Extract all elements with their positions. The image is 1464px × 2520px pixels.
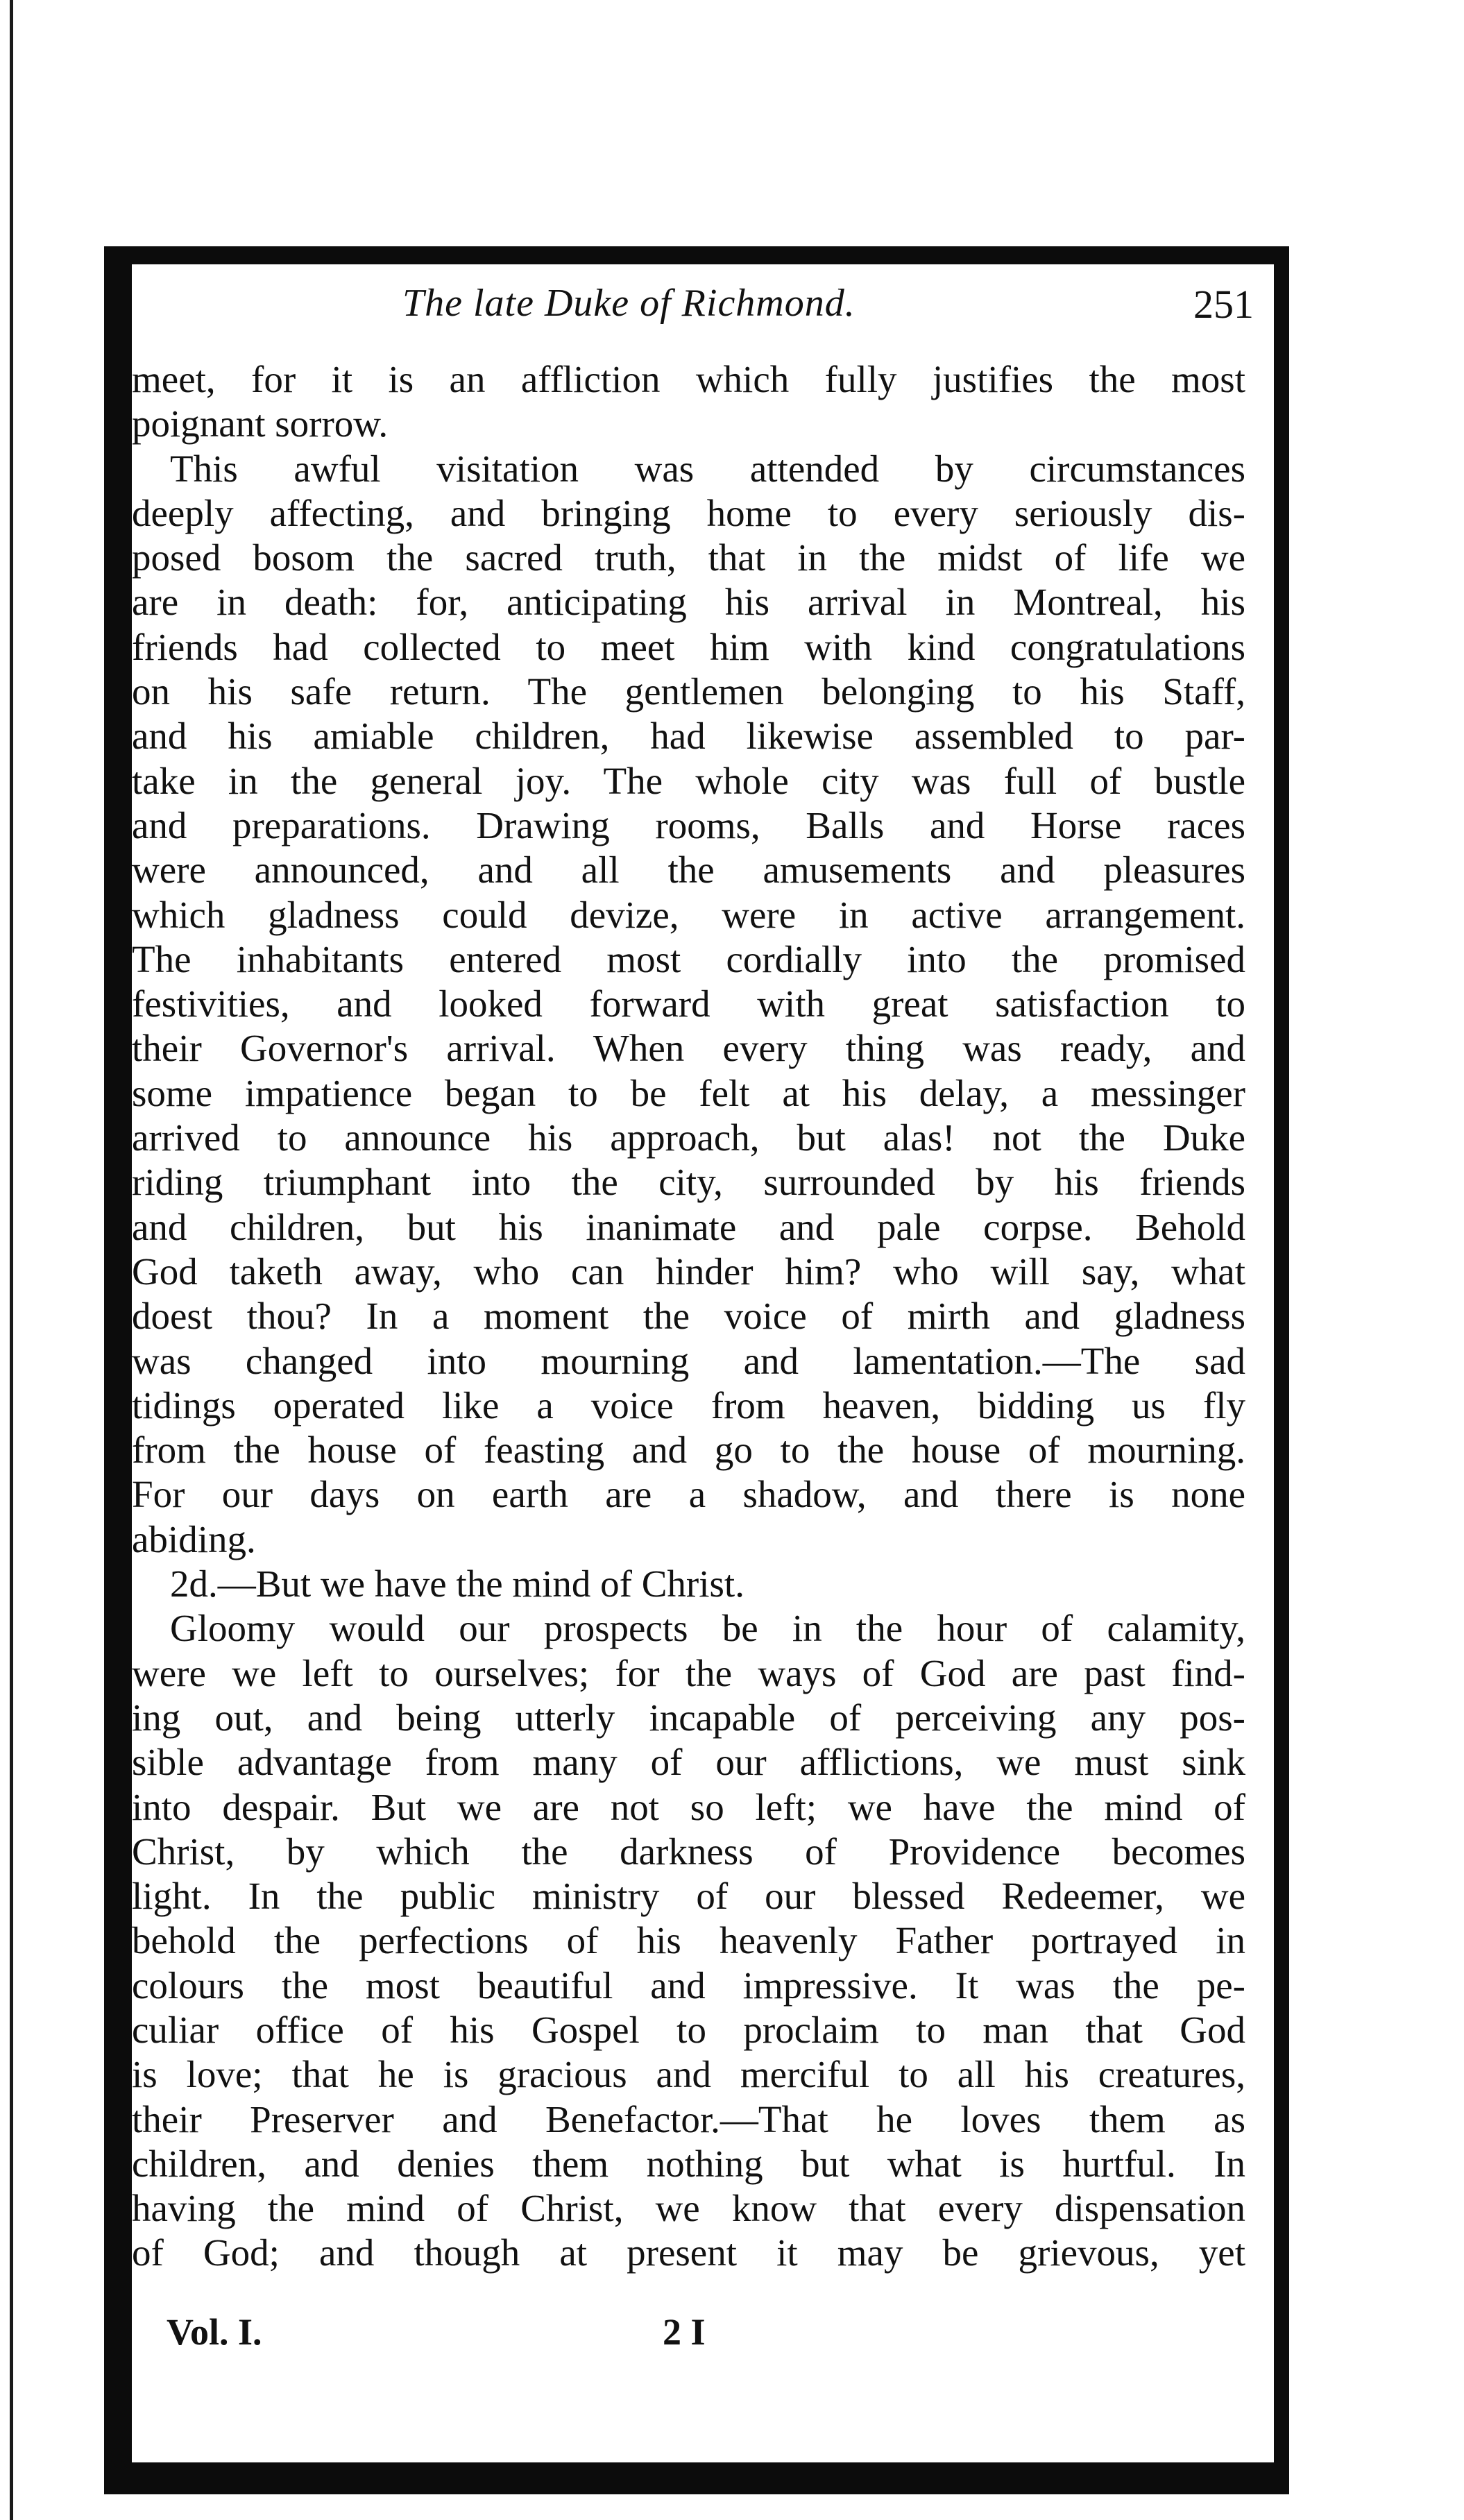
text-line: is love; that he is gracious and merciful to all his creatures, <box>132 2053 1245 2096</box>
text-line: children, and denies them nothing but what is hurtful. In <box>132 2142 1245 2185</box>
text-line: sible advantage from many of our afflictions, we must sink <box>132 1741 1245 1784</box>
text-line: Gloomy would our prospects be in the hour of calamity, <box>170 1607 1245 1650</box>
text-line: some impatience began to be felt at his delay, a messinger <box>132 1071 1245 1114</box>
text-line: which gladness could devize, were in active arrangement. <box>132 893 1245 936</box>
text-line: of God; and though at present it may be grievous, yet <box>132 2231 1245 2274</box>
text-line: Christ, by which the darkness of Providence becomes <box>132 1830 1245 1873</box>
text-line: festivities, and looked forward with great satisfaction to <box>132 982 1245 1025</box>
text-line: poignant sorrow. <box>132 402 389 445</box>
text-line: 2d.—But we have the mind of Christ. <box>170 1563 744 1606</box>
text-line: were we left to ourselves; for the ways of God are past find- <box>132 1651 1245 1694</box>
text-line: posed bosom the sacred truth, that in the midst of life we <box>132 536 1245 579</box>
text-line: tidings operated like a voice from heaven, bidding us fly <box>132 1384 1245 1427</box>
page-number: 251 <box>1193 282 1254 327</box>
text-line: colours the most beautiful and impressive. It was the pe- <box>132 1964 1245 2007</box>
text-line: take in the general joy. The whole city was full of bustle <box>132 759 1245 802</box>
text-line: riding triumphant into the city, surrounded by his friends <box>132 1161 1245 1204</box>
text-line: were announced, and all the amusements and pleasures <box>132 849 1245 892</box>
text-line: This awful visitation was attended by circumstances <box>170 447 1245 490</box>
running-title: The late Duke of Richmond. <box>402 282 856 325</box>
text-line: deeply affecting, and bringing home to every seriously dis- <box>132 491 1245 534</box>
text-line: ing out, and being utterly incapable of perceiving any pos- <box>132 1696 1245 1739</box>
text-line: their Preserver and Benefactor.—That he loves them as <box>132 2097 1245 2140</box>
text-line: arrived to announce his approach, but alas! not the Duke <box>132 1116 1245 1159</box>
text-line: doest thou? In a moment the voice of mirth and gladness <box>132 1295 1245 1338</box>
text-line: The inhabitants entered most cordially into the promised <box>132 937 1245 980</box>
text-line: and preparations. Drawing rooms, Balls and Horse races <box>132 803 1245 846</box>
volume-label: Vol. I. <box>167 2311 262 2353</box>
text-line: and children, but his inanimate and pale corpse. Behold <box>132 1205 1245 1248</box>
printer-signature: 2 I <box>663 2311 706 2353</box>
text-line: was changed into mourning and lamentation.—The sad <box>132 1339 1245 1382</box>
body-text <box>132 357 1245 2276</box>
text-line: and his amiable children, had likewise assembled to par- <box>132 715 1245 758</box>
text-line: meet, for it is an affliction which fully justifies the most <box>132 358 1245 400</box>
text-line: on his safe return. The gentlemen belonging to his Staff, <box>132 670 1245 713</box>
text-line: culiar office of his Gospel to proclaim to man that God <box>132 2008 1245 2051</box>
text-line: friends had collected to meet him with kind congratulations <box>132 625 1245 668</box>
text-line: For our days on earth are a shadow, and there is none <box>132 1473 1245 1516</box>
text-line: are in death: for, anticipating his arrival in Montreal, his <box>132 581 1245 624</box>
text-line: abiding. <box>132 1517 256 1560</box>
text-line: God taketh away, who can hinder him? who will say, what <box>132 1250 1245 1293</box>
text-line: their Governor's arrival. When every thing was ready, and <box>132 1027 1245 1070</box>
text-line: into despair. But we are not so left; we have the mind of <box>132 1785 1245 1828</box>
text-line: behold the perfections of his heavenly Father portrayed in <box>132 1919 1245 1962</box>
text-line: having the mind of Christ, we know that every dispensation <box>132 2187 1245 2230</box>
text-line: light. In the public ministry of our blessed Redeemer, we <box>132 1875 1245 1918</box>
page-edge-rule <box>10 0 13 2520</box>
text-line: from the house of feasting and go to the house of mourning. <box>132 1429 1245 1472</box>
